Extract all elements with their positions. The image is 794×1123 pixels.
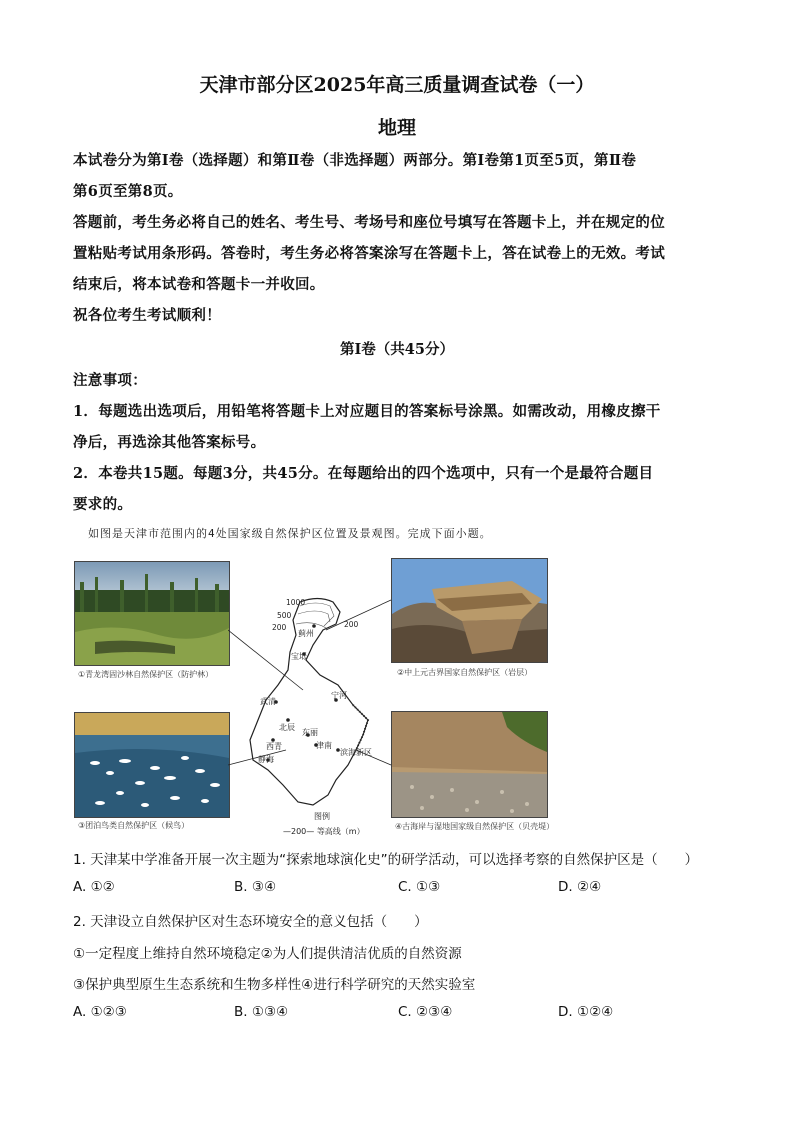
- photo-rock: [391, 558, 548, 663]
- place-label: 静海: [258, 755, 274, 764]
- option-c[interactable]: C. ①③: [398, 879, 441, 895]
- place-label: 津南: [316, 741, 332, 750]
- leader-line-2: [326, 600, 391, 630]
- photo-shell-dike: [391, 711, 548, 818]
- contour-label: 200: [272, 623, 287, 632]
- contour-line: [296, 623, 326, 628]
- option-b[interactable]: B. ①③④: [234, 1004, 289, 1020]
- subject-title: 地理: [377, 117, 416, 139]
- tianjin-map: [228, 590, 398, 840]
- place-label: 武清: [260, 697, 276, 706]
- notes-line: 1．每题选出选项后，用铅笔将答题卡上对应题目的答案标号涂黑。如需改动，用橡皮擦干: [73, 403, 661, 420]
- exam-title: 天津市部分区2025年高三质量调查试卷（一）: [199, 74, 595, 96]
- exam-instructions: [73, 145, 723, 331]
- intro-line: 第6页至第8页。: [73, 183, 183, 200]
- rock-image: [392, 559, 547, 662]
- place-label: 北辰: [279, 723, 295, 732]
- question-2-line: ③保护典型原生生态系统和生物多样性④进行科学研究的天然实验室: [73, 977, 476, 993]
- intro-line: 结束后，将本试卷和答题卡一并收回。: [73, 276, 325, 293]
- intro-line: 置粘贴考试用条形码。答卷时，考生务必将答案涂写在答题卡上，答在试卷上的无效。考试: [73, 245, 665, 262]
- question-1-stem: 1. 天津某中学准备开展一次主题为“探索地球演化史”的研学活动，可以选择考察的自然保护区是（ ）: [73, 852, 699, 868]
- notes-line: 注意事项：: [73, 372, 147, 389]
- legend-title: 图例: [314, 812, 330, 821]
- contour-line: [298, 611, 330, 622]
- question-2-line: ①一定程度上维持自然环境稳定②为人们提供清洁优质的自然资源: [73, 946, 462, 962]
- place-label: 东丽: [302, 728, 318, 737]
- place-label: 宝坻: [291, 652, 307, 661]
- place-label: 西青: [266, 742, 282, 751]
- option-d[interactable]: D. ②④: [558, 879, 602, 895]
- photo-label-4: ④古海岸与湿地国家级自然保护区（贝壳堤）: [395, 822, 555, 831]
- notes-line: 要求的。: [73, 496, 133, 513]
- question-2-stem: 2. 天津设立自然保护区对生态环境安全的意义包括（ ）: [73, 914, 428, 930]
- option-d[interactable]: D. ①②④: [558, 1004, 614, 1020]
- photo-label-3: ③团泊鸟类自然保护区（候鸟）: [78, 821, 190, 830]
- figure-caption: 如图是天津市范围内的4处国家级自然保护区位置及景观图。完成下面小题。: [88, 527, 492, 540]
- place-label: 滨海新区: [340, 748, 372, 757]
- option-c[interactable]: C. ②③④: [398, 1004, 453, 1020]
- notes-line: 2．本卷共15题。每题3分，共45分。在每题给出的四个选项中，只有一个是最符合题目: [73, 465, 654, 482]
- photo-label-1: ①青龙湾固沙林自然保护区（防护林）: [78, 670, 214, 679]
- notes-line: 净后，再选涂其他答案标号。: [73, 434, 266, 451]
- contour-label: 500: [277, 611, 292, 620]
- photo-label-2: ②中上元古界国家自然保护区（岩层）: [397, 668, 533, 677]
- contour-label: 200: [344, 620, 359, 629]
- place-label: 宁河: [331, 691, 347, 700]
- intro-line: 祝各位考生考试顺利！: [73, 307, 221, 324]
- intro-line: 答题前，考生务必将自己的姓名、考生号、考场号和座位号填写在答题卡上，并在规定的位: [73, 214, 665, 231]
- option-a[interactable]: A. ①②③: [73, 1004, 127, 1020]
- contour-label: 1000: [286, 598, 306, 607]
- forest-image: [75, 562, 229, 665]
- shell-dike-image: [392, 712, 547, 817]
- intro-line: 本试卷分为第Ⅰ卷（选择题）和第Ⅱ卷（非选择题）两部分。第Ⅰ卷第1页至5页，第Ⅱ卷: [73, 152, 637, 169]
- legend-item: —200— 等高线（m）: [283, 827, 365, 836]
- photo-forest: [74, 561, 230, 666]
- place-label: 蓟州: [298, 629, 314, 638]
- photo-birds: [74, 712, 230, 818]
- option-a[interactable]: A. ①②: [73, 879, 115, 895]
- option-b[interactable]: B. ③④: [234, 879, 277, 895]
- section-title: 第Ⅰ卷（共45分）: [340, 341, 454, 358]
- notes-block: [73, 365, 723, 520]
- birds-image: [75, 713, 229, 817]
